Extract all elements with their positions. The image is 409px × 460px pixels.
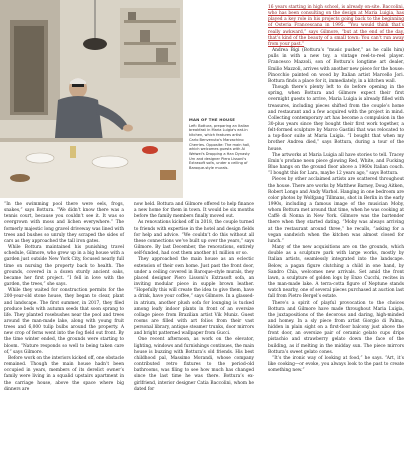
paragraph: Though there’s plenty left to do before opening in the spring, when Bottura and Gilmore expect their first overnight guests to arrive, Maria Luigia is already filled with treasures, including pieces shifted from the couple’s home and restaurant and a few acquired with the project in mind. Collecting contemporary art has become a compulsion in the 30-plus years since they bought their first work together, a felt-formed sculpture by Marco Gastini that was relocated to a top-floor suite at Maria Luigia. “I bought that when my brother Andrea died,” says Bottura, during a tour of the house.: [268, 85, 404, 152]
paragraph: Pieces by other acclaimed artists are scattered throughout the house. There are works by Matthew Barney, Doug Aitken, Robert Longo and Andy Warhol. Hanging in one bedroom are color photos by Wolfgang Tillmans, shot in Berlin in the early 1990s, including a famous image of the musician Moby, whom Bottura met around that time, when he was cooking at Caffè di Nonna in New York. Gilmore was the bartender there when they started dating. “Moby was always arriving at the restaurant around three,” he recalls, “asking for a vegan sandwich when the kitchen was almost closed for lunch.”: [268, 177, 405, 244]
paragraph: They approached the main house as an eclectic extension of their own home. Just past the front door, under a ceiling covered in Baroque-style murals, they placed designer Piero Lissoni’s Extrasoft sofa, an inviting modular piece in supple brown leather. “Hopefully this will create the idea to give them, have a drink, have your coffee,” says Gilmore. In a glassed-in atrium, another plush sofa for lounging is tucked among leafy indoor plants in front of an oversize collage piece from Brazilian artist Vik Muniz. Guest rooms are filled with art folios from their vast personal library, antique steamer trunks, door mirrors and bright patterned wallpaper from Gucci.: [134, 257, 254, 337]
article-column-middle: [134, 202, 254, 393]
paragraph: There’s a spirit of playful provocation to the choices Bottura and Gilmore have made throughout Maria Luigia, the juxtapositions of the decorous and daring, high-minded and homey. In a sly piece from artist Giorgio di Palma, hidden in plain sight on a first-floor balcony just above the front door, an oversize pair of ceramic gelato cups drips pistachio and strawberry gelato down the face of the building, as if melting in the midday sun. The piece mirrors Bottura’s sweet gelato cones.: [268, 300, 404, 355]
paragraph: Andrea Bigi (Bottura’s “music pusher,” as he calls him) pulls in with a new toy, a vintage reel-to-reel player. Francesco Mazzoli, son of Bottura’s longtime art dealer, Emilio Mazzoli, arrives with another new piece for the house: Pinocchio painted on wood by Italian artist Marcello Jori. Bottura finds a place for it, immediately, in a kitchen wall.: [268, 48, 404, 84]
paragraph: “In the swimming pool there were eels, frogs, snakes,” says Bottura. “We didn’t know there was a tennis court, because you couldn’t see it. It was so overgrown with moss and lichen everywhere.” The formerly majestic long gravel driveway was lined with trees and bushes so unruly they scraped the sides of cars as they approached the tall iron gates.: [4, 202, 124, 244]
photo-kitchen-scene: [0, 0, 183, 198]
article-column-left: [4, 202, 124, 393]
article-column-right: [268, 5, 404, 374]
paragraph: While Bottura maintained his punishing travel schedule, Gilmore, who grew up in a big house with a garden just outside New York City, focused nearly full time on nursing the property back to health. The grounds, covered in a dozen sturdy ancient oaks, became her first project. “I fell in love with the garden, the trees,” she says.: [4, 245, 124, 288]
paragraph: now held. Bottura and Gilmore offered to help finance a new home for them in town. It would be six months before the family members finally moved out.: [134, 202, 254, 220]
photo-image: [0, 0, 183, 198]
paragraph: Many of the new acquisitions are on the grounds, which double as a sculpture park with large works, mostly by Italian artists, seamlessly integrated into the landscape. Below, a pagan figure clutching a child in one hand, by Sandro Chia, welcomes new arrivals. Set amid the front lawn, a sculpture of golden logs by Enzo Cucchi, recites in the man-made lake. A terra-cotta figure of Neptune stands watch nearby, one of several pieces purchased at auction last fall from Pietro Bergel’s estate.: [268, 245, 404, 300]
highlighted-paragraph: 16 years starting in high school, is already on-site. Baccolini, who has been consulting on the design at Maria Luigia, has played a key role in his projects going back to the beginning of Osteria Francescana in 1995. “You would think that’s really awkward,” says Gilmore, “but at the end of the day, that’s kind of the beauty of a small town: You can’t run away from your past.”: [268, 5, 404, 47]
paragraph: “It’s the ironic way of looking at food,” he says. “Art, it’s like cooking—or evoke, you always look to the past to create something new.”: [268, 355, 404, 374]
caption-body: Left: Bottura, preparing an Italian breakfast in Maria Luigia's eat-in kitchen, which features artist Carlo Benvenuto's Marzachino Cherries. Opposite: The main hall, which welcomes guests with Ai Weiwei's Dropping a Han Dynasty Urn and designer Piero Lissoni's Extrasoft sofa, under a ceiling of Baroque-style murals.: [189, 123, 251, 171]
paragraph: One recent afternoon, as work on the elevator, lighting, windows and furnishings continues, the main house is buzzing with Bottura’s old friends. His best childhood pal, Massimo Morandi, whose company contributed retro fixtures to the period-old bathrooms, was filing to see how much has changed since the last time he was there. Bottura’s ex-girlfriend, interior designer Catia Baccolini, whom he dated for: [134, 337, 254, 392]
paragraph: Before work on the interiors kicked off, one obstacle remained. Though the main house hadn’t been occupied in years, members of its derelict owner’s family were living in a squalid upstairs apartment in the carriage house, above the space where big dinners are: [4, 355, 124, 392]
photo-caption: [189, 118, 251, 171]
paragraph: While they waited for construction permits for the 200-year-old stone house, they began to clear, plant and landscape. The first summer, in 2017, they filed produce beds with autumn seeds that soon sprang to life. They planted rosebushes near the pool and trees around the man-made lake, along with young fruit trees and 6,000 tulip bulbs around the property. A new crop of ferns went into the fog field out front. By the time winter ended, the grounds were starting to bloom. “Nature responds so well to being taken care of,” says Gilmore.: [4, 288, 124, 355]
paragraph: The artworks at Maria Luigia all have stories to tell. Tracey Emin’s profane neon piece glowing Red, White, and Fucking Blue hangs on the ground floor above a 1960s Italian couch. “I bought this for Lara, maybe 12 years ago,” says Bottura.: [268, 152, 404, 177]
caption-title: MAN OF THE HOUSE: [189, 117, 236, 122]
paragraph: As renovations kicked off in 2018, the couple turned to friends with expertise in the hotel and design fields for help and advice. “We couldn’t do this without all these connections we’ve built up over the years,” says Gilmore. By last December, the renovations, entirely self-funded, had cost them another $1 million or so.: [134, 220, 254, 257]
